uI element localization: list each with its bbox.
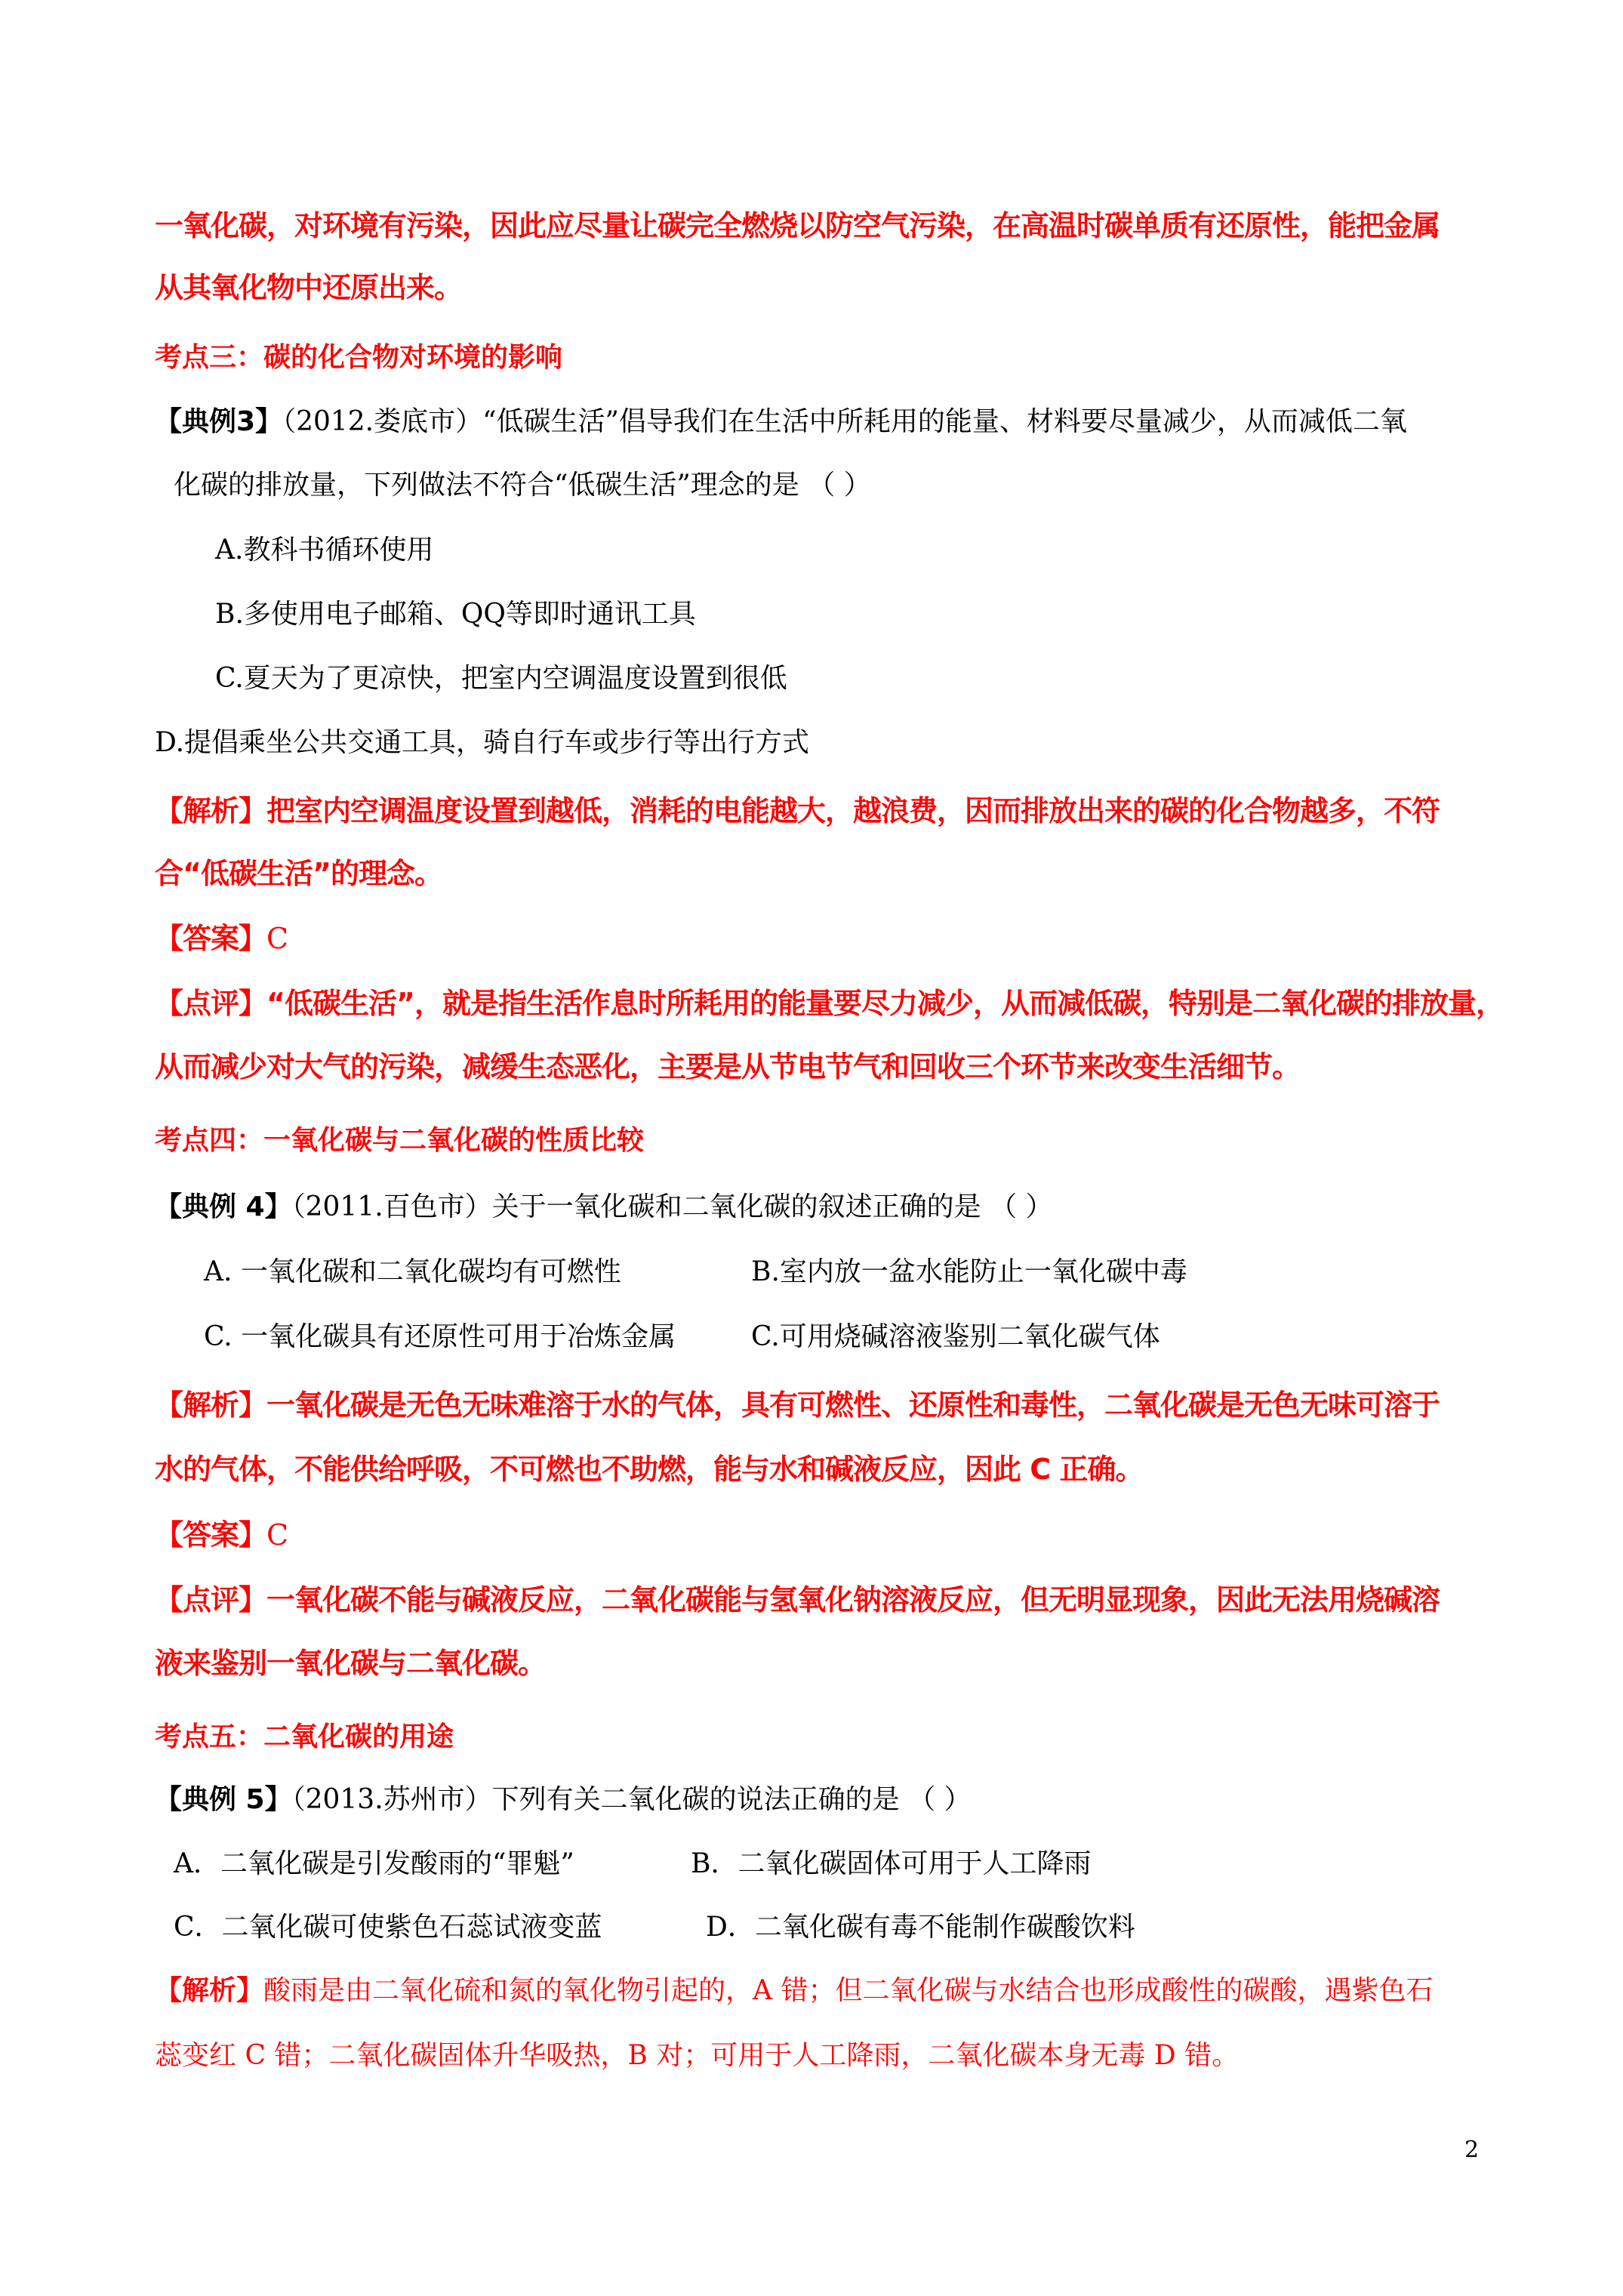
option-4-c: C. 一氧化碳具有还原性可用于冶炼金属	[204, 1321, 676, 1352]
answer-3-label: 【答案】	[155, 922, 267, 955]
answer-3	[155, 915, 288, 957]
analysis-5-line-1	[155, 1969, 1433, 2008]
example-3-line-1	[155, 400, 1407, 439]
comment-4-text: 一氧化碳不能与碱液反应，二氧化碳能与氢氧化钠溶液反应，但无明显现象，因此无法用烧碱溶	[266, 1583, 1440, 1616]
option-5-d: D．二氧化碳有毒不能制作碳酸饮料	[706, 1912, 1135, 1943]
example-3-label: 【典例3】	[155, 406, 283, 437]
example-4-line	[155, 1185, 1053, 1224]
answer-4	[155, 1512, 288, 1553]
comment-4-line-1	[155, 1576, 1440, 1618]
comment-3-text: “低碳生活”，就是指生活作息时所耗用的能量要尽力减少，从而减低碳，特别是二氧化碳的排放量，	[266, 987, 1504, 1020]
section-heading-kaodian-3: 考点三：碳的化合物对环境的影响	[155, 341, 563, 373]
comment-3-label: 【点评】	[155, 987, 267, 1020]
answer-4-value: C	[266, 1518, 288, 1552]
intro-line-2: 从其氧化物中还原出来。	[155, 271, 463, 304]
example-4-label: 【典例 4】	[155, 1191, 292, 1222]
analysis-4-line-2: 水的气体，不能供给呼吸，不可燃也不助燃，能与水和碱液反应，因此 C 正确。	[155, 1453, 1144, 1486]
option-4-a: A. 一氧化碳和二氧化碳均有可燃性	[204, 1256, 621, 1287]
example-5-text: （2013.苏州市）下列有关二氧化碳的说法正确的是 （ ）	[291, 1784, 972, 1815]
option-5-a: A．二氧化碳是引发酸雨的“罪魁”	[174, 1848, 574, 1879]
analysis-3-line-2: 合“低碳生活”的理念。	[155, 857, 442, 890]
section-heading-kaodian-4: 考点四：一氧化碳与二氧化碳的性质比较	[155, 1124, 645, 1156]
option-c: C.夏天为了更凉快，把室内空调温度设置到很低	[215, 663, 787, 694]
comment-4-label: 【点评】	[155, 1583, 267, 1616]
analysis-3-line-1	[155, 787, 1440, 829]
comment-4-line-2: 液来鉴别一氧化碳与二氧化碳。	[155, 1647, 547, 1680]
section-heading-kaodian-5: 考点五：二氧化碳的用途	[155, 1721, 454, 1752]
example-5-line	[155, 1778, 972, 1817]
example-4-text: （2011.百色市）关于一氧化碳和二氧化碳的叙述正确的是 （ ）	[291, 1191, 1053, 1222]
example-5-label: 【典例 5】	[155, 1784, 292, 1815]
analysis-5-text: 酸雨是由二氧化硫和氮的氧化物引起的，A 错；但二氧化碳与水结合也形成酸性的碳酸，遇紫色石	[263, 1975, 1434, 2006]
analysis-4-label: 【解析】	[155, 1388, 267, 1422]
option-a: A.教科书循环使用	[215, 535, 434, 566]
intro-line-1: 一氧化碳，对环境有污染，因此应尽量让碳完全燃烧以防空气污染，在高温时碳单质有还原性，能把金属	[155, 209, 1440, 242]
analysis-5-label: 【解析】	[155, 1975, 264, 2006]
analysis-4-line-1	[155, 1382, 1440, 1423]
analysis-5-line-2: 蕊变红 C 错；二氧化碳固体升华吸热，B 对；可用于人工降雨，二氧化碳本身无毒 D 错。	[155, 2040, 1240, 2071]
option-4-d: C.可用烧碱溶液鉴别二氧化碳气体	[751, 1321, 1160, 1352]
option-4-b: B.室内放一盆水能防止一氧化碳中毒	[751, 1256, 1187, 1287]
comment-3-line-2: 从而减少对大气的污染，减缓生态恶化，主要是从节电节气和回收三个环节来改变生活细节。	[155, 1050, 1301, 1083]
example-3-line-2: 化碳的排放量，下列做法不符合“低碳生活”理念的是 （ ）	[174, 470, 871, 501]
option-5-b: B．二氧化碳固体可用于人工降雨	[691, 1848, 1092, 1879]
analysis-3-text: 把室内空调温度设置到越低，消耗的电能越大，越浪费，因而排放出来的碳的化合物越多，不符	[266, 794, 1440, 827]
analysis-4-text: 一氧化碳是无色无味难溶于水的气体，具有可燃性、还原性和毒性，二氧化碳是无色无味可溶于	[266, 1388, 1440, 1422]
page-number: 2	[1464, 2137, 1480, 2163]
comment-3-line-1	[155, 980, 1504, 1022]
answer-3-value: C	[266, 922, 288, 955]
option-b: B.多使用电子邮箱、QQ等即时通讯工具	[215, 599, 696, 630]
option-d: D.提倡乘坐公共交通工具，骑自行车或步行等出行方式	[155, 727, 810, 758]
option-5-c: C．二氧化碳可使紫色石蕊试液变蓝	[174, 1912, 602, 1943]
analysis-3-label: 【解析】	[155, 794, 267, 827]
answer-4-label: 【答案】	[155, 1518, 267, 1552]
example-3-text: （2012.娄底市）“低碳生活”倡导我们在生活中所耗用的能量、材料要尽量减少，从而减低二氧	[282, 406, 1407, 437]
